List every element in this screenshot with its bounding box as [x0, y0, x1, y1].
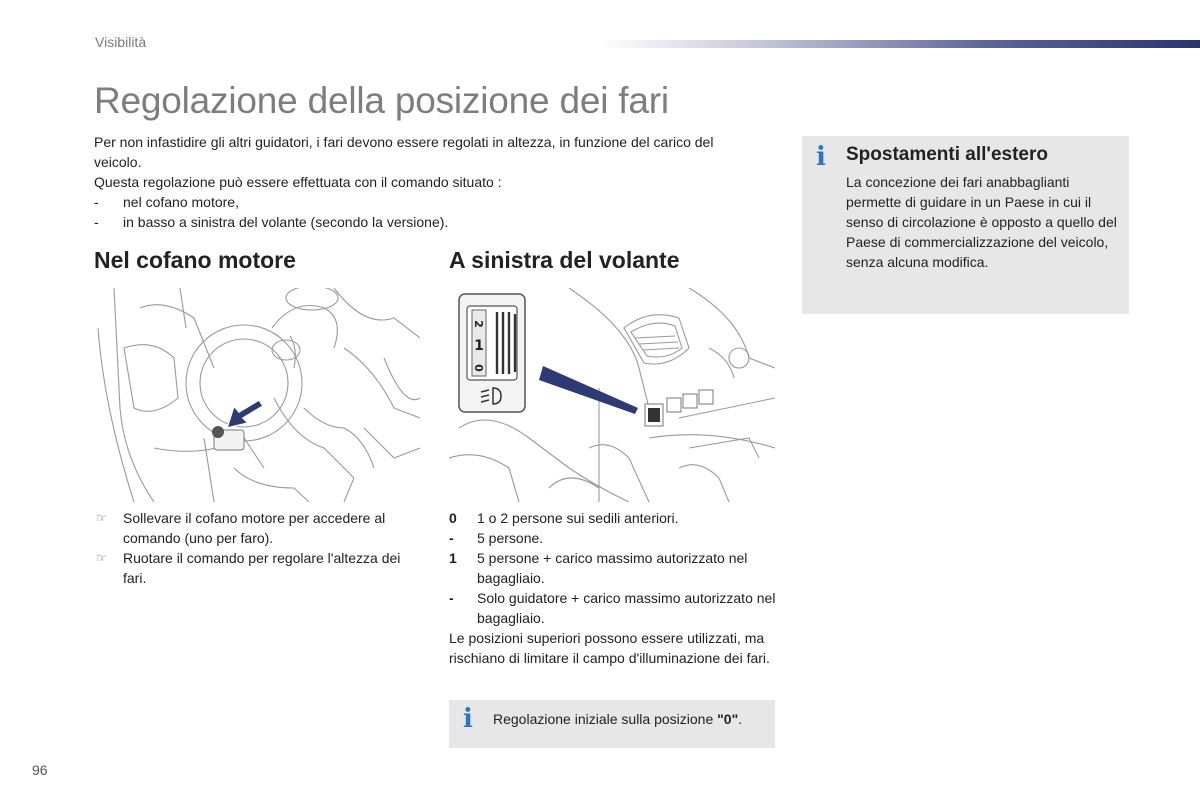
- intro-list: [94, 192, 764, 232]
- dial-label: 1: [474, 338, 484, 354]
- section-label: Visibilità: [95, 34, 147, 50]
- step-text: Ruotare il comando per regolare l'altezza dei fari.: [123, 550, 401, 586]
- intro-paragraph: Per non infastidire gli altri guidatori, i fari devono essere regolati in altezza, in funzione del carico del veicolo.: [94, 134, 714, 170]
- heading-volante: A sinistra del volante: [449, 247, 680, 273]
- heading-cofano: Nel cofano motore: [94, 247, 296, 273]
- finger-bullet-icon: ☞: [96, 511, 107, 525]
- position-key: -: [449, 590, 454, 606]
- header-rule: [600, 40, 1200, 48]
- position-text: Solo guidatore + carico massimo autorizzato nel bagagliaio.: [477, 590, 776, 626]
- list-item-text: nel cofano motore,: [123, 194, 239, 210]
- list-item: [449, 528, 779, 548]
- intro-paragraph: Questa regolazione può essere effettuata con il comando situato :: [94, 174, 502, 190]
- dashboard-illustration: [449, 288, 775, 502]
- finger-bullet-icon: ☞: [96, 551, 107, 565]
- intro-text: [94, 132, 764, 232]
- position-key: 1: [449, 550, 457, 566]
- position-text: 1 o 2 persone sui sedili anteriori.: [477, 510, 679, 526]
- page-title: Regolazione della posizione dei fari: [94, 80, 669, 121]
- list-dash: -: [94, 214, 99, 230]
- info-icon: i: [463, 704, 473, 734]
- info-note: [449, 700, 775, 748]
- dial-label: 0: [472, 364, 485, 372]
- position-key: 0: [449, 510, 457, 526]
- positions-list: [449, 508, 779, 668]
- list-item: [94, 548, 419, 588]
- info-box-body: La concezione dei fari anabbaglianti permette di guidare in un Paese in cui il senso di circolazione è opposto a quello del Paese di commercializzazione del veicolo, senza alcuna modifica.: [846, 174, 1117, 270]
- list-item-text: in basso a sinistra del volante (secondo la versione).: [123, 214, 449, 230]
- list-item: [94, 192, 764, 212]
- list-item: [449, 508, 779, 528]
- position-key: -: [449, 530, 454, 546]
- engine-bay-illustration: [94, 288, 420, 502]
- dial-label: 2: [472, 320, 485, 328]
- list-item: [94, 212, 764, 232]
- step-text: Sollevare il cofano motore per accedere al comando (uno per faro).: [123, 510, 386, 546]
- position-text: 5 persone.: [477, 530, 544, 546]
- list-dash: -: [94, 194, 99, 210]
- list-item: [449, 588, 779, 628]
- positions-note: Le posizioni superiori possono essere utilizzati, ma rischiano di limitare il campo d'illuminazione dei fari.: [449, 630, 770, 666]
- cofano-steps: [94, 508, 419, 588]
- list-item: [94, 508, 419, 548]
- info-icon: i: [816, 142, 826, 172]
- info-box: [802, 136, 1129, 314]
- list-item: [449, 548, 779, 588]
- info-box-title: Spostamenti all'estero: [846, 144, 1048, 165]
- page-number: 96: [32, 762, 48, 778]
- position-text: 5 persone + carico massimo autorizzato nel bagagliaio.: [477, 550, 748, 586]
- info-note-text: Regolazione iniziale sulla posizione "0".: [493, 711, 743, 727]
